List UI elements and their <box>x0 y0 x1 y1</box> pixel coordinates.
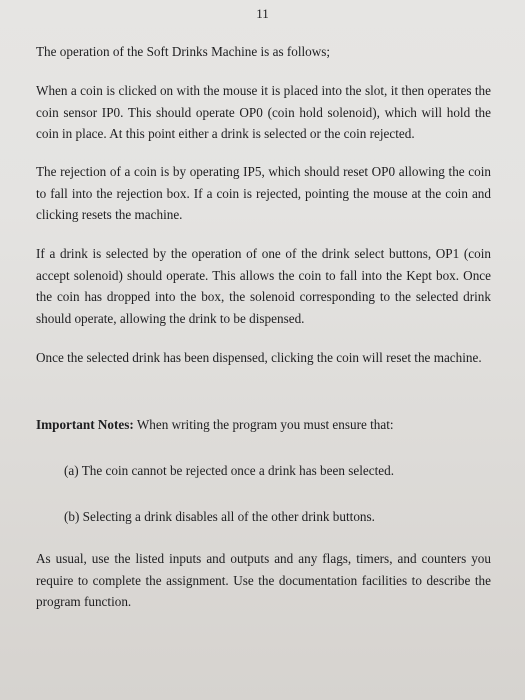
paragraph-reset: Once the selected drink has been dispensed, clicking the coin will reset the machine. <box>36 350 482 365</box>
paragraph-coin-insertion: When a coin is clicked on with the mouse it is placed into the slot, it then operates the coin sensor IP0. This should operate OP0 (coin hold solenoid), which will hold the coin in place. At this point either a drink is selected or the coin rejected. <box>36 83 491 141</box>
important-notes-label: Important Notes: <box>36 417 134 432</box>
intro-line: The operation of the Soft Drinks Machine is as follows; <box>36 44 331 59</box>
important-notes-text: When writing the program you must ensure that: <box>133 417 394 432</box>
paragraph-drink-selection: If a drink is selected by the operation of one of the drink select buttons, OP1 (coin accept solenoid) should operate. This allows the coin to fall into the Kept box. Once the coin has dropped into the box, the solenoid corresponding to the selected drink should operate, allowing the drink to be dispensed. <box>36 246 491 326</box>
paragraph-closing: As usual, use the listed inputs and outputs and any flags, timers, and counters you require to complete the assignment. Use the documentation facilities to describe the program function. <box>36 551 491 609</box>
important-notes <box>36 414 491 436</box>
note-item-b: (b) Selecting a drink disables all of the other drink buttons. <box>64 509 375 524</box>
note-item-a: (a) The coin cannot be rejected once a drink has been selected. <box>64 463 395 478</box>
page-number: 11 <box>256 6 269 21</box>
paragraph-coin-rejection: The rejection of a coin is by operating IP5, which should reset OP0 allowing the coin to fall into the rejection box. If a coin is rejected, pointing the mouse at the coin and clicking resets the machine. <box>36 164 491 222</box>
